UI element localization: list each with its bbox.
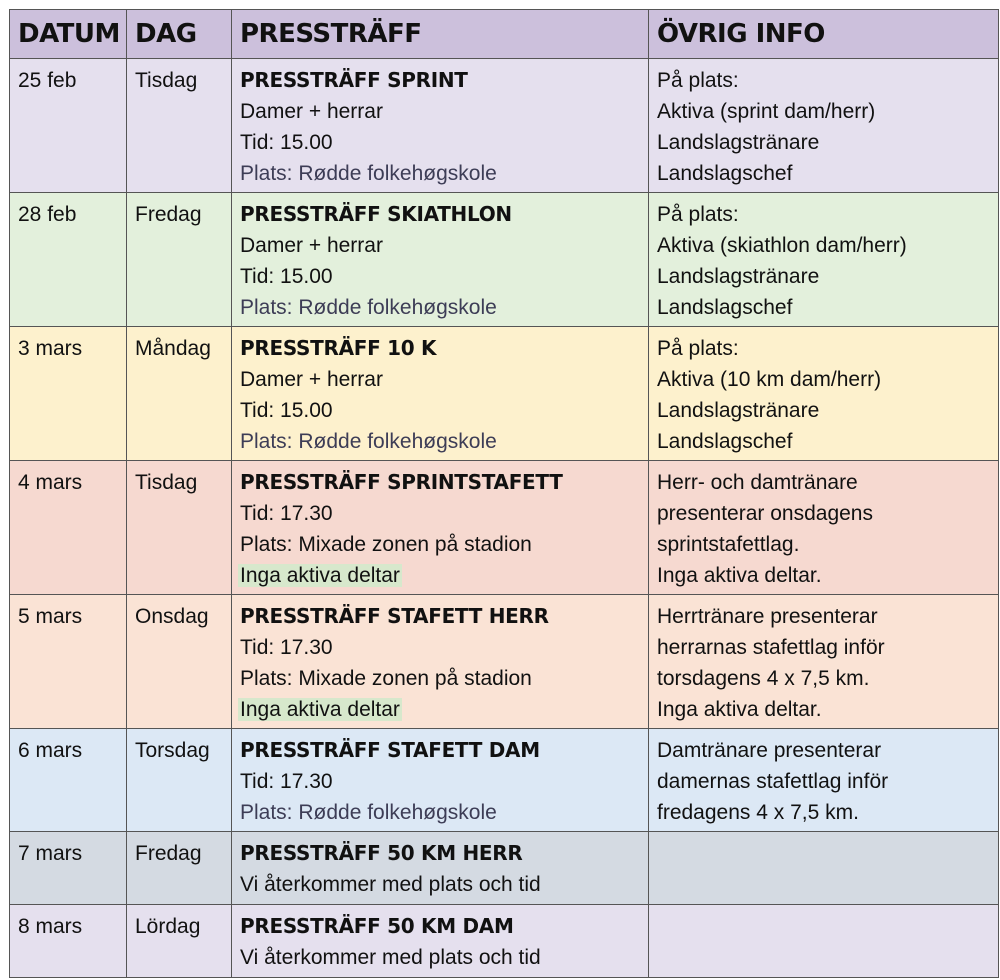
- info-line: Landslagschef: [657, 430, 793, 453]
- cell-ovrig-info: [649, 832, 999, 905]
- event-location: Plats: Mixade zonen på stadion: [240, 533, 532, 556]
- cell-ovrig-info: [649, 461, 999, 595]
- cell-dag: Tisdag: [127, 59, 232, 193]
- info-line: Aktiva (skiathlon dam/herr): [657, 234, 907, 257]
- header-dag: DAG: [127, 10, 232, 59]
- table-row: [10, 905, 999, 978]
- cell-presstraff: [232, 595, 649, 729]
- event-location: Plats: Rødde folkehøgskole: [240, 162, 497, 185]
- event-note-highlight: Inga aktiva deltar: [240, 564, 400, 587]
- event-time: Tid: 17.30: [240, 636, 333, 659]
- info-line: Damtränare presenterar: [657, 739, 882, 762]
- cell-presstraff: [232, 193, 649, 327]
- cell-dag: Torsdag: [127, 729, 232, 832]
- cell-ovrig-info: [649, 729, 999, 832]
- event-line: Vi återkommer med plats och tid: [240, 873, 541, 896]
- table-row: [10, 59, 999, 193]
- info-line: Landslagschef: [657, 296, 793, 319]
- cell-ovrig-info: [649, 59, 999, 193]
- cell-datum: 3 mars: [10, 327, 127, 461]
- info-line: Landslagstränare: [657, 265, 820, 288]
- info-line: Landslagstränare: [657, 399, 820, 422]
- table-row: [10, 595, 999, 729]
- header-ovrig-info: ÖVRIG INFO: [649, 10, 999, 59]
- event-note-highlight: Inga aktiva deltar: [240, 698, 400, 721]
- event-location: Plats: Mixade zonen på stadion: [240, 667, 532, 690]
- event-line: Damer + herrar: [240, 368, 383, 391]
- cell-presstraff: [232, 59, 649, 193]
- cell-presstraff: [232, 832, 649, 905]
- cell-dag: Måndag: [127, 327, 232, 461]
- cell-dag: Tisdag: [127, 461, 232, 595]
- event-title: PRESSTRÄFF 10 K: [240, 336, 437, 360]
- event-title: PRESSTRÄFF SPRINT: [240, 68, 468, 92]
- info-line: fredagens 4 x 7,5 km.: [657, 801, 859, 824]
- info-line: Herr- och damtränare: [657, 471, 858, 494]
- event-title: PRESSTRÄFF SPRINTSTAFETT: [240, 470, 563, 494]
- cell-datum: 6 mars: [10, 729, 127, 832]
- cell-datum: 8 mars: [10, 905, 127, 978]
- event-location: Plats: Rødde folkehøgskole: [240, 430, 497, 453]
- cell-presstraff: [232, 729, 649, 832]
- event-title: PRESSTRÄFF 50 KM HERR: [240, 841, 523, 865]
- info-line: Landslagschef: [657, 162, 793, 185]
- info-line: På plats:: [657, 203, 739, 226]
- table-row: [10, 461, 999, 595]
- table-row: [10, 729, 999, 832]
- info-line: Inga aktiva deltar.: [657, 564, 822, 587]
- event-title: PRESSTRÄFF 50 KM DAM: [240, 914, 514, 938]
- cell-dag: Fredag: [127, 832, 232, 905]
- event-location: Plats: Rødde folkehøgskole: [240, 296, 497, 319]
- info-line: Aktiva (10 km dam/herr): [657, 368, 882, 391]
- info-line: Landslagstränare: [657, 131, 820, 154]
- cell-datum: 5 mars: [10, 595, 127, 729]
- event-time: Tid: 17.30: [240, 502, 333, 525]
- event-line: Damer + herrar: [240, 234, 383, 257]
- info-line: sprintstafettlag.: [657, 533, 800, 556]
- header-row: [10, 10, 999, 59]
- info-line: Inga aktiva deltar.: [657, 698, 822, 721]
- cell-ovrig-info: [649, 193, 999, 327]
- cell-presstraff: [232, 327, 649, 461]
- event-line: Damer + herrar: [240, 100, 383, 123]
- table-row: [10, 193, 999, 327]
- header-presstraff: PRESSTRÄFF: [232, 10, 649, 59]
- info-line: presenterar onsdagens: [657, 502, 873, 525]
- event-line: Vi återkommer med plats och tid: [240, 946, 541, 969]
- header-datum: DATUM: [10, 10, 127, 59]
- press-schedule-table: [9, 9, 999, 978]
- info-line: På plats:: [657, 69, 739, 92]
- cell-datum: 7 mars: [10, 832, 127, 905]
- info-line: damernas stafettlag inför: [657, 770, 889, 793]
- cell-ovrig-info: [649, 595, 999, 729]
- cell-dag: Fredag: [127, 193, 232, 327]
- cell-ovrig-info: [649, 327, 999, 461]
- cell-presstraff: [232, 905, 649, 978]
- table-row: [10, 832, 999, 905]
- cell-dag: Onsdag: [127, 595, 232, 729]
- event-title: PRESSTRÄFF STAFETT DAM: [240, 738, 540, 762]
- cell-datum: 25 feb: [10, 59, 127, 193]
- event-time: Tid: 15.00: [240, 265, 333, 288]
- event-title: PRESSTRÄFF STAFETT HERR: [240, 604, 549, 628]
- info-line: Aktiva (sprint dam/herr): [657, 100, 876, 123]
- event-location: Plats: Rødde folkehøgskole: [240, 801, 497, 824]
- cell-presstraff: [232, 461, 649, 595]
- event-time: Tid: 17.30: [240, 770, 333, 793]
- table-row: [10, 327, 999, 461]
- event-title: PRESSTRÄFF SKIATHLON: [240, 202, 512, 226]
- cell-dag: Lördag: [127, 905, 232, 978]
- cell-datum: 4 mars: [10, 461, 127, 595]
- cell-datum: 28 feb: [10, 193, 127, 327]
- info-line: herrarnas stafettlag inför: [657, 636, 885, 659]
- info-line: Herrtränare presenterar: [657, 605, 878, 628]
- event-time: Tid: 15.00: [240, 399, 333, 422]
- info-line: På plats:: [657, 337, 739, 360]
- cell-ovrig-info: [649, 905, 999, 978]
- event-time: Tid: 15.00: [240, 131, 333, 154]
- info-line: torsdagens 4 x 7,5 km.: [657, 667, 870, 690]
